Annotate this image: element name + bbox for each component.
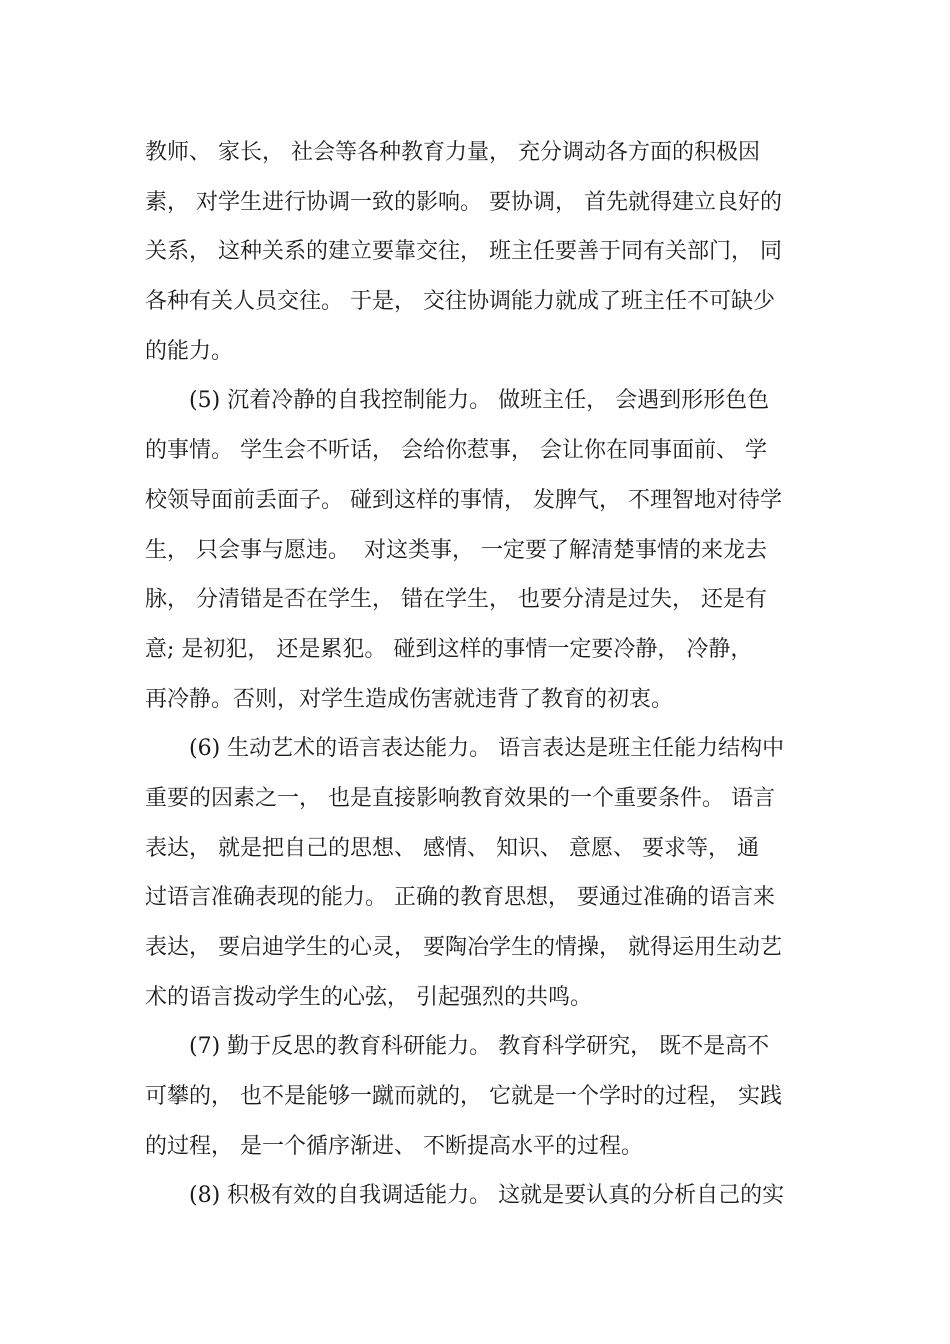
text-line: 素， 对学生进行协调一致的影响。 要协调， 首先就得建立良好的 [145,189,782,215]
text-line: 的事情。 学生会不听话， 会给你惹事， 会让你在同事面前、 学 [145,438,767,464]
text-line: 可攀的， 也不是能够一蹴而就的， 它就是一个学时的过程， 实践 [145,1084,782,1110]
text-line: 重要的因素之一， 也是直接影响教育效果的一个重要条件。 语言 [145,785,775,811]
text-line: 教师、 家长， 社会等各种教育力量， 充分调动各方面的积极因 [145,140,760,165]
text-line: (7) 勤于反思的教育科研能力。 教育科学研究， 既不是高不 [189,1034,770,1060]
text-line: 表达， 要启迪学生的心灵， 要陶冶学生的情操， 就得运用生动艺 [145,935,782,960]
text-line: 意; 是初犯， 还是累犯。 碰到这样的事情一定要冷静， 冷静， [145,636,753,662]
text-line: 表达， 就是把自己的思想、 感情、 知识、 意愿、 要求等， 通 [145,835,759,861]
text-line: 各种有关人员交往。 于是， 交往协调能力就成了班主任不可缺少 [145,289,775,315]
text-line: 关系， 这种关系的建立要靠交往， 班主任要善于同有关部门， 同 [145,239,782,265]
text-line: (6) 生动艺术的语言表达能力。 语言表达是班主任能力结构中 [189,736,785,762]
paragraph-continuation [145,128,805,376]
paragraph-7 [145,1022,805,1171]
text-line: 过语言准确表现的能力。 正确的教育思想， 要通过准确的语言来 [145,885,775,911]
text-line: 生， 只会事与愿违。 对这类事， 一定要了解清楚事情的来龙去 [145,537,767,563]
text-line: 的过程， 是一个循序渐进、 不断提高水平的过程。 [145,1133,643,1159]
paragraph-5 [145,376,805,724]
text-line: 术的语言拨动学生的心弦， 引起强烈的共鸣。 [145,984,592,1010]
text-line: (8) 积极有效的自我调适能力。 这就是要认真的分析自己的实 [189,1183,785,1209]
body-text [145,128,805,1221]
text-line: (5) 沉着冷静的自我控制能力。 做班主任， 会遇到形形色色 [189,388,770,414]
text-line: 脉， 分清错是否在学生， 错在学生， 也要分清是过失， 还是有 [145,587,767,613]
text-line: 校领导面前丢面子。 碰到这样的事情， 发脾气， 不理智地对待学 [145,487,782,513]
paragraph-8 [145,1171,805,1221]
text-line: 的能力。 [145,338,234,364]
text-line: 再冷静。否则，对学生造成伤害就违背了教育的初衷。 [145,686,674,712]
paragraph-6 [145,724,805,1022]
